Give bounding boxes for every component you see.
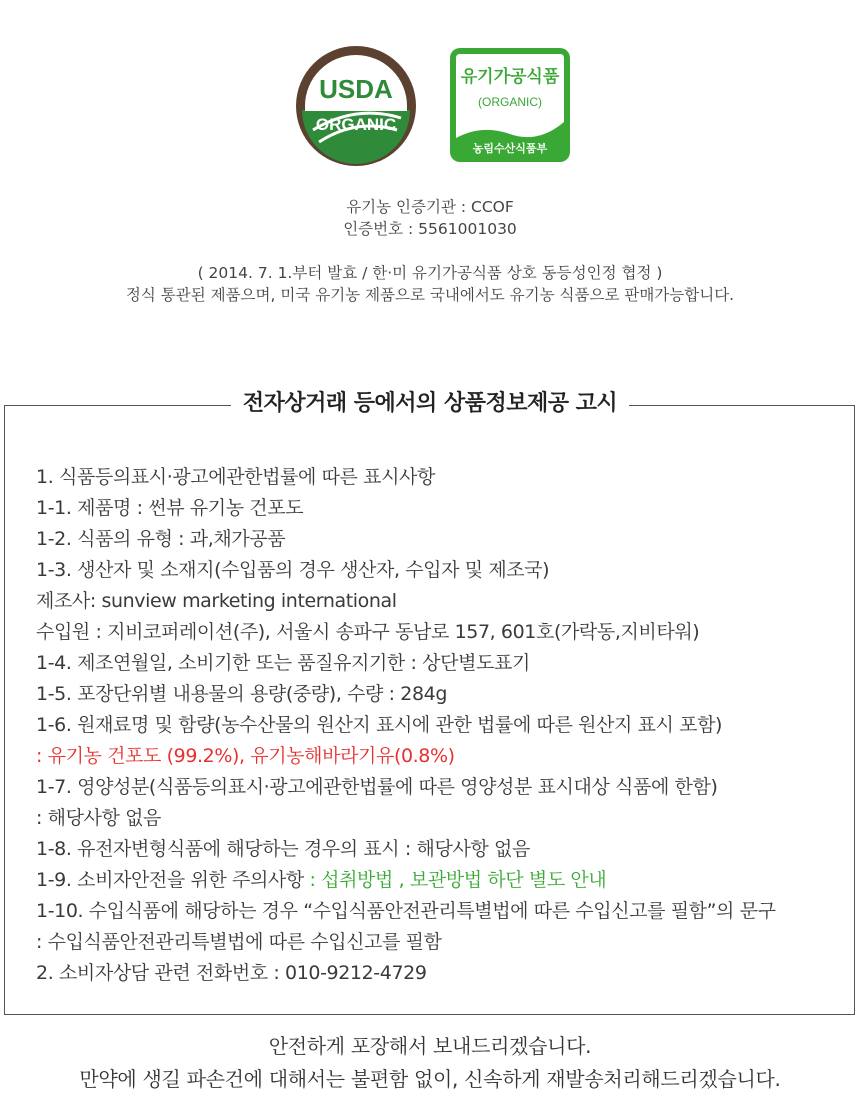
notice-item: : 수입식품안전관리특별법에 따른 수입신고를 필함: [36, 931, 442, 953]
notice-title: 전자상거래 등에서의 상품정보제공 고시: [231, 386, 629, 417]
notice-item: 1-1. 제품명 : 썬뷰 유기농 건포도: [36, 497, 304, 519]
notice-item: 제조사: sunview marketing international: [36, 590, 397, 612]
notice-item: 1-6. 원재료명 및 함량(농수산물의 원산지 표시에 관한 법률에 따른 원산지 표시 포함): [36, 714, 723, 736]
notice-item: 1-3. 생산자 및 소재지(수입품의 경우 생산자, 수입자 및 제조국): [36, 559, 550, 581]
footer-line-1: 안전하게 포장해서 보내드리겠습니다.: [268, 1034, 592, 1058]
notice-item: 2. 소비자상담 관련 전화번호 : 010-9212-4729: [36, 962, 427, 984]
notice-item: 1-2. 식품의 유형 : 과,채가공품: [36, 528, 286, 550]
notice-item: 1-4. 제조연월일, 소비기한 또는 품질유지기한 : 상단별도표기: [36, 652, 530, 674]
notice-item: 1. 식품등의표시·광고에관한법률에 따른 표시사항: [36, 466, 435, 488]
agreement-line-1: ( 2014. 7. 1.부터 발효 / 한·미 유기가공식품 상호 동등성인정 협정 ): [197, 264, 663, 282]
usda-text: USDA: [319, 74, 393, 104]
equivalence-agreement: [0, 262, 860, 306]
certification-info: [0, 196, 860, 240]
footer-line-2: 만약에 생길 파손건에 대해서는 불편함 없이, 신속하게 재발송처리해드리겠습니다.: [79, 1067, 781, 1091]
notice-item: 1-8. 유전자변형식품에 해당하는 경우의 표시 : 해당사항 없음: [36, 838, 530, 860]
caution-highlight: : 섭취방법 , 보관방법 하단 별도 안내: [309, 869, 607, 891]
korea-organic-mark: [450, 48, 570, 162]
caution-label: 1-9. 소비자안전을 위한 주의사항: [36, 869, 310, 891]
certification-logos: [0, 44, 860, 169]
korea-mark-sub: (ORGANIC): [478, 95, 542, 109]
notice-item: : 해당사항 없음: [36, 807, 162, 829]
korea-mark-title: 유기가공식품: [460, 67, 560, 87]
notice-item: 1-5. 포장단위별 내용물의 용량(중량), 수량 : 284g: [36, 683, 448, 705]
cert-agency: 유기농 인증기관 : CCOF: [346, 198, 514, 216]
ingredients-highlight: : 유기농 건포도 (99.2%), 유기농해바라기유(0.8%): [36, 745, 455, 767]
usda-organic-logo: [293, 44, 419, 168]
notice-item-caution: [36, 865, 846, 896]
shipping-notice: [0, 1030, 860, 1096]
notice-item: 1-10. 수입식품에 해당하는 경우 “수입식품안전관리특별법에 따른 수입신고를 필함”의 문구: [36, 900, 776, 922]
notice-item: 1-7. 영양성분(식품등의표시·광고에관한법률에 따른 영양성분 표시대상 식품에 한함): [36, 776, 718, 798]
organic-text: ORGANIC: [315, 115, 397, 134]
notice-item: 수입원 : 지비코퍼레이션(주), 서울시 송파구 동남로 157, 601호(가락동,지비타워): [36, 621, 700, 643]
agreement-line-2: 정식 통관된 제품으며, 미국 유기농 제품으로 국내에서도 유기농 식품으로 판매가능합니다.: [125, 286, 735, 304]
cert-number: 인증번호 : 5561001030: [343, 220, 517, 238]
notice-items: [36, 462, 846, 989]
korea-mark-ministry: 농림수산식품부: [472, 142, 548, 155]
